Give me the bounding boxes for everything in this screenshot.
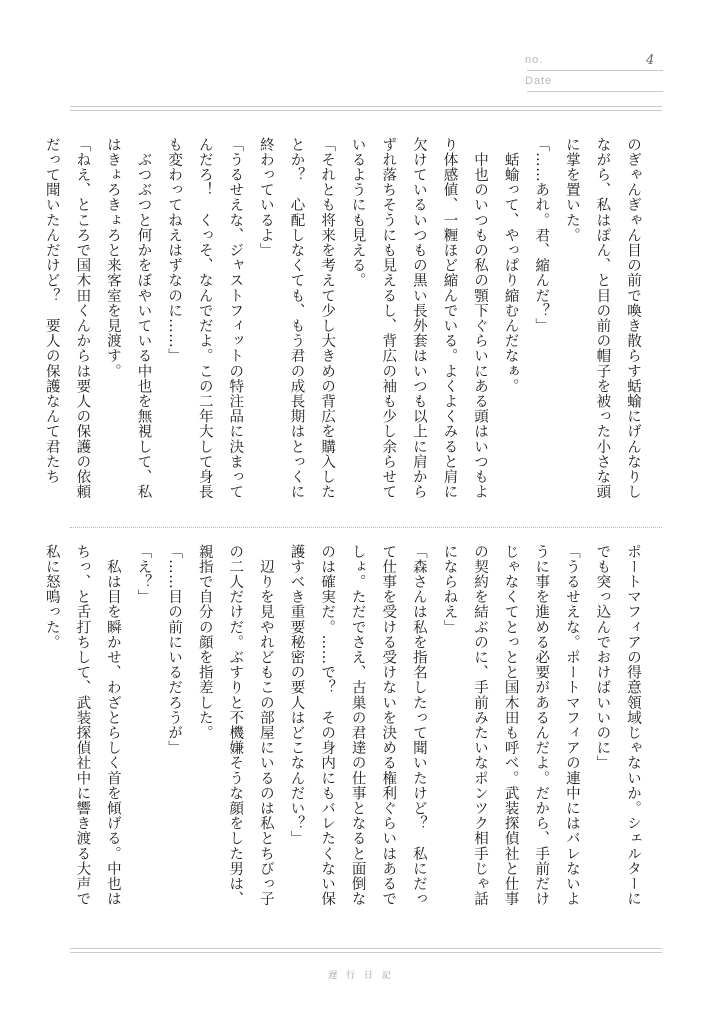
text-line: 「それとも将来を考えて少し大きめの背広を購入した [319, 137, 336, 500]
text-line: ちっ、と舌打ちして、武装探偵社中に響き渡る大声で [74, 544, 91, 907]
bottom-rule [70, 948, 662, 953]
text-line: 私は目を瞬かせ、わざとらしく首を傾げる。中也は [104, 544, 121, 907]
text-line: 辺りを見やれどもこの部屋にいるのは私とちびっ子 [257, 544, 274, 907]
text-line: しょ。ただでさえ、古巣の君達の仕事となると面倒な [349, 544, 366, 907]
text-line: 「……あれ。君、縮んだ？」 [533, 137, 550, 334]
text-line: だって聞いたんだけど？ 要人の保護なんて君たち [43, 137, 60, 485]
text-line: いるようにも見える。 [349, 137, 366, 288]
text-line: 親指で自分の顔を指差した。 [196, 544, 213, 741]
top-text-block [43, 137, 648, 507]
header-date-label: Date [525, 75, 553, 87]
text-line: んだろ！ くっそ、なんでだよ。この二年大して身長 [196, 137, 213, 500]
text-line: 終わっているよ」 [257, 137, 274, 258]
text-line: ずれ落ちそうにも見えるし、背広の袖も少し余らせて [380, 137, 397, 500]
text-line: 「うるせえな、ジャストフィットの特注品に決まって [227, 137, 244, 500]
text-line: も変わってねえはずなのに……」 [166, 137, 183, 364]
text-line: ながら、私はぽん、と目の前の帽子を被った小さな頭 [594, 137, 611, 500]
text-line: 蛞蝓って、やっぱり縮むんだなぁ。 [502, 137, 519, 394]
text-line: はきょろきょろと来客室を見渡す。 [104, 137, 121, 379]
text-line: の契約を結ぶのに、手前みたいなポンツク相手じゃ話 [472, 544, 489, 907]
text-line: とか？ 心配しなくても、もう君の成長期はとっくに [288, 137, 305, 500]
text-line: 欠けているいつもの黒い長外套はいつも以上に肩から [410, 137, 427, 500]
middle-divider [70, 527, 662, 528]
page-number: 4 [646, 53, 655, 68]
text-line: 「……目の前にいるだろうが」 [166, 544, 183, 756]
text-line: のぎゃんぎゃん目の前で喚き散らす蛞蝓にげんなりし [625, 137, 641, 500]
text-line: のは確実だ。……で？ その身内にもバレたくない保 [319, 544, 336, 907]
text-line: 「うるせえな。ポートマフィアの連中にはバレないよ [563, 544, 580, 907]
text-line: 「ねえ、ところで国木田くんからは要人の保護の依頼 [74, 137, 91, 500]
footer-title: 遅 行 日 記 [328, 971, 394, 981]
text-line: でも突っ込んでおけばいいのに」 [594, 544, 611, 771]
text-line: り体感値、一糎ほど縮んでいる。よくよくみると肩に [441, 137, 458, 500]
text-line: の二人だけだ。ぶすりと不機嫌そうな顔をした男は、 [227, 544, 244, 907]
text-line: て仕事を受ける受けないを決める権利ぐらいはあるで [380, 544, 397, 907]
text-line: うに事を進める必要があるんだよ。だから、手前だけ [533, 544, 550, 907]
text-line: 「え？」 [135, 544, 152, 605]
header-no-label: no. [525, 54, 544, 66]
text-line: じゃなくてとっとと国木田も呼べ。武装探偵社と仕事 [502, 544, 519, 907]
text-line: ぶつぶつと何かをぼやいている中也を無視して、私 [135, 137, 152, 500]
text-line: ポートマフィアの得意領域じゃないか。シェルターに [625, 544, 641, 907]
header-no-line [527, 70, 663, 71]
text-line: にならねえ」 [441, 544, 458, 635]
text-line: に掌を置いた。 [563, 137, 580, 243]
text-line: 護すべき重要秘密の要人はどこなんだい？」 [288, 544, 305, 846]
top-rule [70, 106, 662, 111]
text-line: 中也のいつもの私の顎下ぐらいにある頭はいつもよ [472, 137, 489, 500]
header-date-line [527, 91, 663, 92]
text-line: 「森さんは私を指名したって聞いたけど？ 私にだっ [410, 544, 427, 907]
bottom-text-block [43, 544, 648, 916]
text-line: 私に怒鳴った。 [43, 544, 60, 650]
